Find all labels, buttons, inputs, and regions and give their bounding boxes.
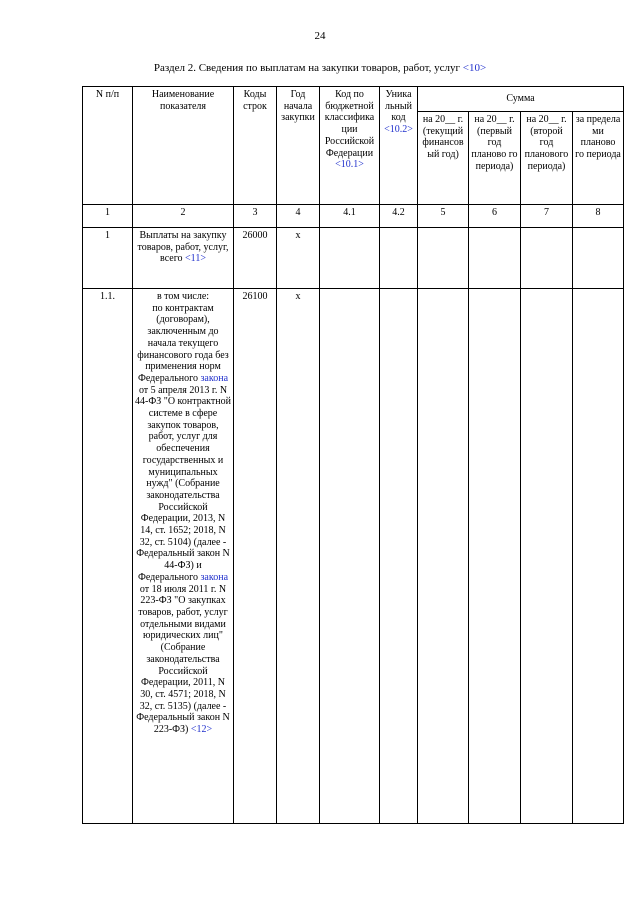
table-row — [83, 289, 624, 824]
row-footnote-link[interactable]: <12> — [190, 724, 213, 736]
row-name-text: в том числе: по контрактам (договорам), заключенным до начала текущего финансового года без применения норм Федерального — [137, 291, 229, 384]
row-code: 26100 — [234, 289, 277, 824]
row-value — [418, 289, 469, 824]
budget-code-footnote-link[interactable]: <10.1> — [335, 159, 364, 171]
col-number: 8 — [573, 205, 624, 228]
row-code: 26000 — [234, 228, 277, 289]
header-unique-code-text: Уника льный код — [385, 89, 412, 124]
section-title — [0, 62, 640, 74]
col-number: 4 — [277, 205, 320, 228]
table-row — [83, 228, 624, 289]
header-sum-current-year: на 20__ г. (текущий финансов ый год) — [418, 112, 469, 205]
row-value — [573, 228, 624, 289]
row-name-text: от 18 июля 2011 г. N 223-ФЗ "О закупках товаров, работ, услуг отдельными видами юридических лиц" (Собрание законодательства Российской Федерации, 2011, N 30, ст. 4571; 2018, N 32, ст. 5135) (далее - Федеральный закон N 223-ФЗ) — [136, 583, 230, 736]
header-sum-beyond-plan: за предела ми планово го периода — [573, 112, 624, 205]
row-value — [469, 289, 521, 824]
row-value — [320, 228, 380, 289]
row-num: 1.1. — [83, 289, 133, 824]
header-unique-code — [380, 87, 418, 205]
header-name: Наименование показателя — [133, 87, 234, 205]
header-year: Год начала закупки — [277, 87, 320, 205]
col-number: 7 — [521, 205, 573, 228]
section-footnote-link[interactable]: <10> — [462, 62, 487, 74]
row-value — [380, 289, 418, 824]
header-sum-second-plan-year: на 20__ г. (второй год планового периода) — [521, 112, 573, 205]
row-year: x — [277, 228, 320, 289]
row-value — [418, 228, 469, 289]
row-value — [521, 289, 573, 824]
row-value — [320, 289, 380, 824]
row-name-text: Выплаты на закупку товаров, работ, услуг, всего — [137, 230, 229, 265]
header-code: Коды строк — [234, 87, 277, 205]
row-name-text: от 5 апреля 2013 г. N 44-ФЗ "О контрактной системе в сфере закупок товаров, работ, услуг для обеспечения государственных и муниципальных нужд" (Собрание законодательства Российской Федерации, 2013, N 14, ст. 1652; 2018, N 32, ст. 5104) (далее - Федеральный закон N 44-ФЗ) и Федерального — [135, 384, 231, 583]
payments-table — [82, 86, 624, 824]
row-name — [133, 289, 234, 824]
header-sum-first-plan-year: на 20__ г. (первый год планово го периода) — [469, 112, 521, 205]
col-number: 6 — [469, 205, 521, 228]
row-year: x — [277, 289, 320, 824]
unique-code-footnote-link[interactable]: <10.2> — [384, 124, 413, 136]
col-number: 4.1 — [320, 205, 380, 228]
row-value — [469, 228, 521, 289]
col-number: 5 — [418, 205, 469, 228]
column-number-row — [83, 205, 624, 228]
col-number: 4.2 — [380, 205, 418, 228]
header-budget-code — [320, 87, 380, 205]
header-sum: Сумма — [418, 87, 624, 112]
page-number: 24 — [314, 30, 326, 42]
header-row-1 — [83, 87, 624, 112]
row-value — [573, 289, 624, 824]
section-title-text: Раздел 2. Сведения по выплатам на закупки товаров, работ, услуг — [153, 62, 460, 74]
col-number: 1 — [83, 205, 133, 228]
col-number: 3 — [234, 205, 277, 228]
col-number: 2 — [133, 205, 234, 228]
row-name — [133, 228, 234, 289]
row-footnote-link[interactable]: <11> — [185, 253, 206, 265]
law-223-link[interactable]: закона — [200, 571, 229, 583]
header-budget-code-text: Код по бюджетной классифика ции Российской Федерации — [324, 89, 375, 159]
row-value — [380, 228, 418, 289]
header-num: N п/п — [83, 87, 133, 205]
law-44-link[interactable]: закона — [200, 372, 229, 384]
row-num: 1 — [83, 228, 133, 289]
row-value — [521, 228, 573, 289]
